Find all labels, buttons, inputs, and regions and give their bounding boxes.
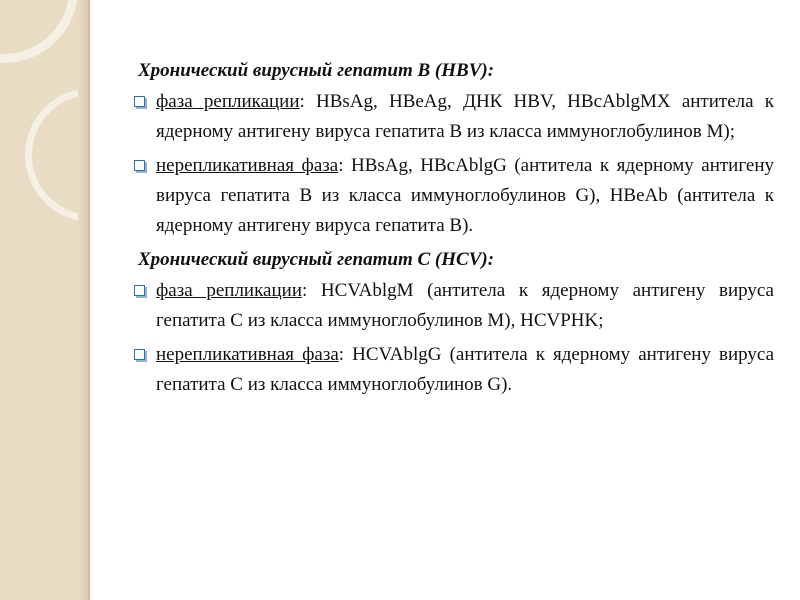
section-heading-hbv: Хронический вирусный гепатит В (HBV):	[138, 60, 495, 81]
list-item-text	[156, 87, 774, 147]
phase-term: фаза репликации	[156, 91, 300, 112]
square-bullet-icon	[134, 160, 145, 171]
list-item	[132, 340, 774, 400]
phase-term: фаза репликации	[156, 280, 302, 301]
square-bullet-icon	[134, 349, 145, 360]
square-bullet-icon	[134, 96, 145, 107]
phase-description: : HBsAg, HBeAg, ДНК HBV, HBcAblgMX антитела к ядерному антигену вируса гепатита В из класса иммуноглобулинов М);	[156, 91, 774, 142]
list-item	[132, 276, 774, 336]
list-item	[132, 87, 774, 147]
decorative-sidebar	[0, 0, 90, 600]
slide-content	[132, 56, 774, 404]
list-item-text	[156, 151, 774, 241]
section-heading-hcv: Хронический вирусный гепатит С (HCV):	[138, 249, 495, 270]
list-item-text	[156, 340, 774, 400]
phase-description: : HCVAblgM (антитела к ядерному антигену вируса гепатита С из класса иммуноглобулинов М), HCVPHK;	[156, 280, 774, 331]
list-item	[132, 151, 774, 241]
phase-description: : HCVAblgG (антитела к ядерному антигену вируса гепатита С из класса иммуноглобулинов G).	[156, 344, 775, 395]
list-item-text	[156, 276, 774, 336]
decorative-circle	[0, 0, 78, 63]
phase-description: : HBsAg, HBcAblgG (антитела к ядерному антигену вируса гепатита В из класса иммуноглобулинов G), HBeAb (антитела к ядерному антигену вируса гепатита В).	[156, 155, 774, 236]
sidebar-edge	[88, 0, 90, 600]
square-bullet-icon	[134, 285, 145, 296]
phase-term: нерепликативная фаза	[156, 344, 339, 365]
phase-term: нерепликативная фаза	[156, 155, 339, 176]
